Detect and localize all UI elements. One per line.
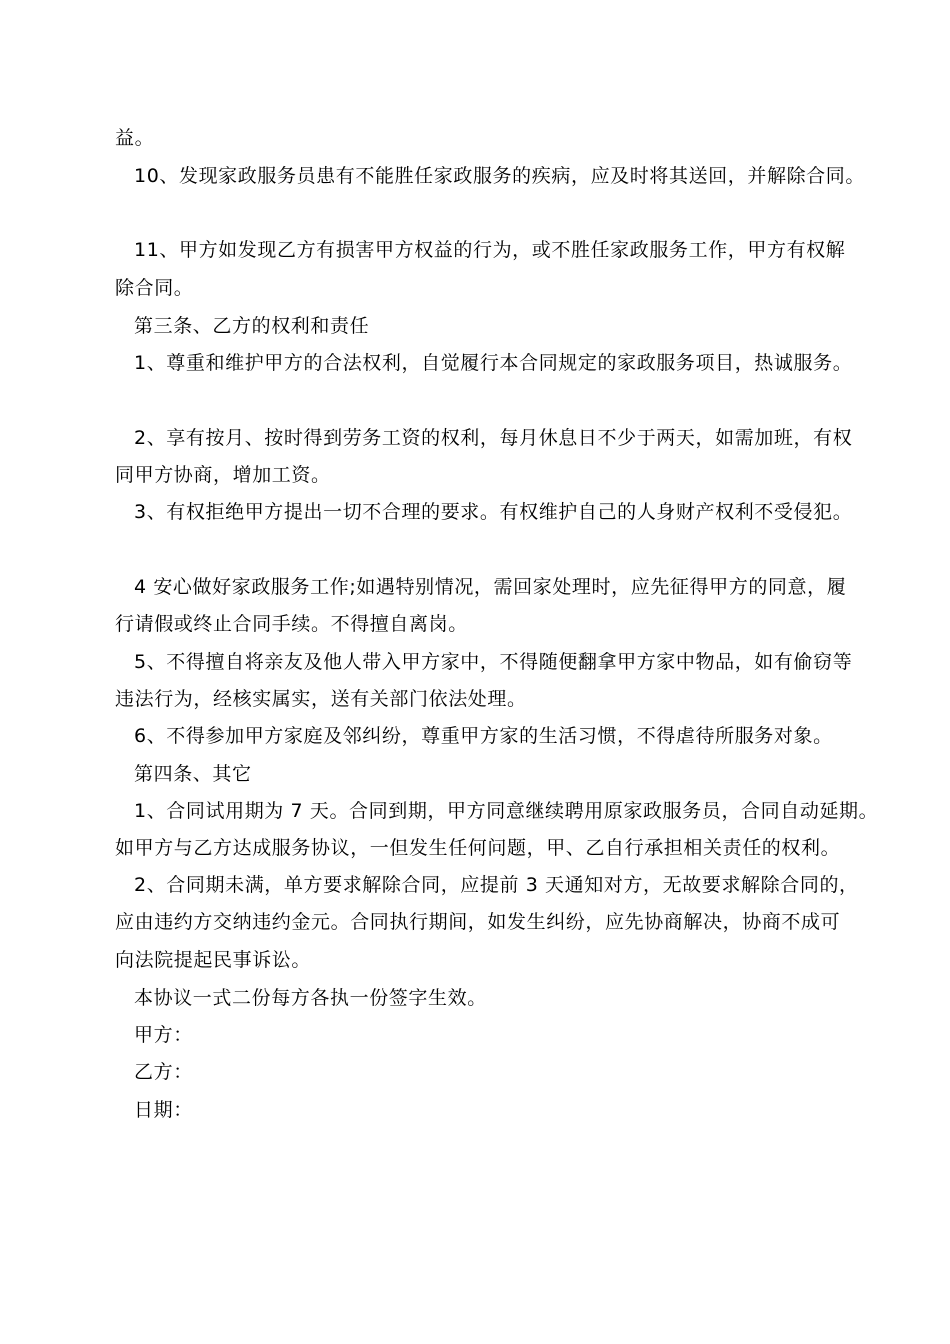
section-heading: 第三条、乙方的权利和责任	[134, 315, 370, 337]
party-a-label: 甲方：	[134, 1024, 193, 1046]
text-line: 2、享有按月、按时得到劳务工资的权利，每月休息日不少于两天，如需加班，有权	[134, 427, 853, 449]
text-line: 6、不得参加甲方家庭及邻纠纷，尊重甲方家的生活习惯，不得虐待所服务对象。	[134, 725, 833, 747]
text-line: 4 安心做好家政服务工作;如遇特别情况，需回家处理时，应先征得甲方的同意，履	[134, 576, 847, 598]
text-line: 1、尊重和维护甲方的合法权利，自觉履行本合同规定的家政服务项目，热诚服务。	[134, 352, 853, 374]
text-line: 11、甲方如发现乙方有损害甲方权益的行为，或不胜任家政服务工作，甲方有权解	[134, 239, 846, 261]
text-line: 应由违约方交纳违约金元。合同执行期间，如发生纠纷，应先协商解决，协商不成可	[115, 911, 841, 933]
text-line: 1、合同试用期为 7 天。合同到期，甲方同意继续聘用原家政服务员，合同自动延期。	[134, 800, 879, 822]
date-label: 日期：	[134, 1099, 193, 1121]
text-line: 3、有权拒绝甲方提出一切不合理的要求。有权维护自己的人身财产权利不受侵犯。	[134, 501, 853, 523]
text-line: 5、不得擅自将亲友及他人带入甲方家中，不得随便翻拿甲方家中物品，如有偷窃等	[134, 651, 853, 673]
text-line: 本协议一式二份每方各执一份签字生效。	[134, 987, 487, 1009]
section-heading: 第四条、其它	[134, 763, 252, 785]
text-line: 向法院提起民事诉讼。	[115, 949, 312, 971]
text-line: 10、发现家政服务员患有不能胜任家政服务的疾病，应及时将其送回，并解除合同。	[134, 165, 865, 187]
text-line: 同甲方协商，增加工资。	[115, 464, 331, 486]
text-line: 行请假或终止合同手续。不得擅自离岗。	[115, 613, 468, 635]
party-b-label: 乙方：	[134, 1061, 193, 1083]
text-line: 如甲方与乙方达成服务协议，一但发生任何问题，甲、乙自行承担相关责任的权利。	[115, 837, 841, 859]
text-line: 益。	[115, 127, 155, 149]
text-line: 除合同。	[115, 277, 194, 299]
text-line: 2、合同期未满，单方要求解除合同，应提前 3 天通知对方，无故要求解除合同的，	[134, 874, 859, 896]
text-line: 违法行为，经核实属实，送有关部门依法处理。	[115, 688, 527, 710]
